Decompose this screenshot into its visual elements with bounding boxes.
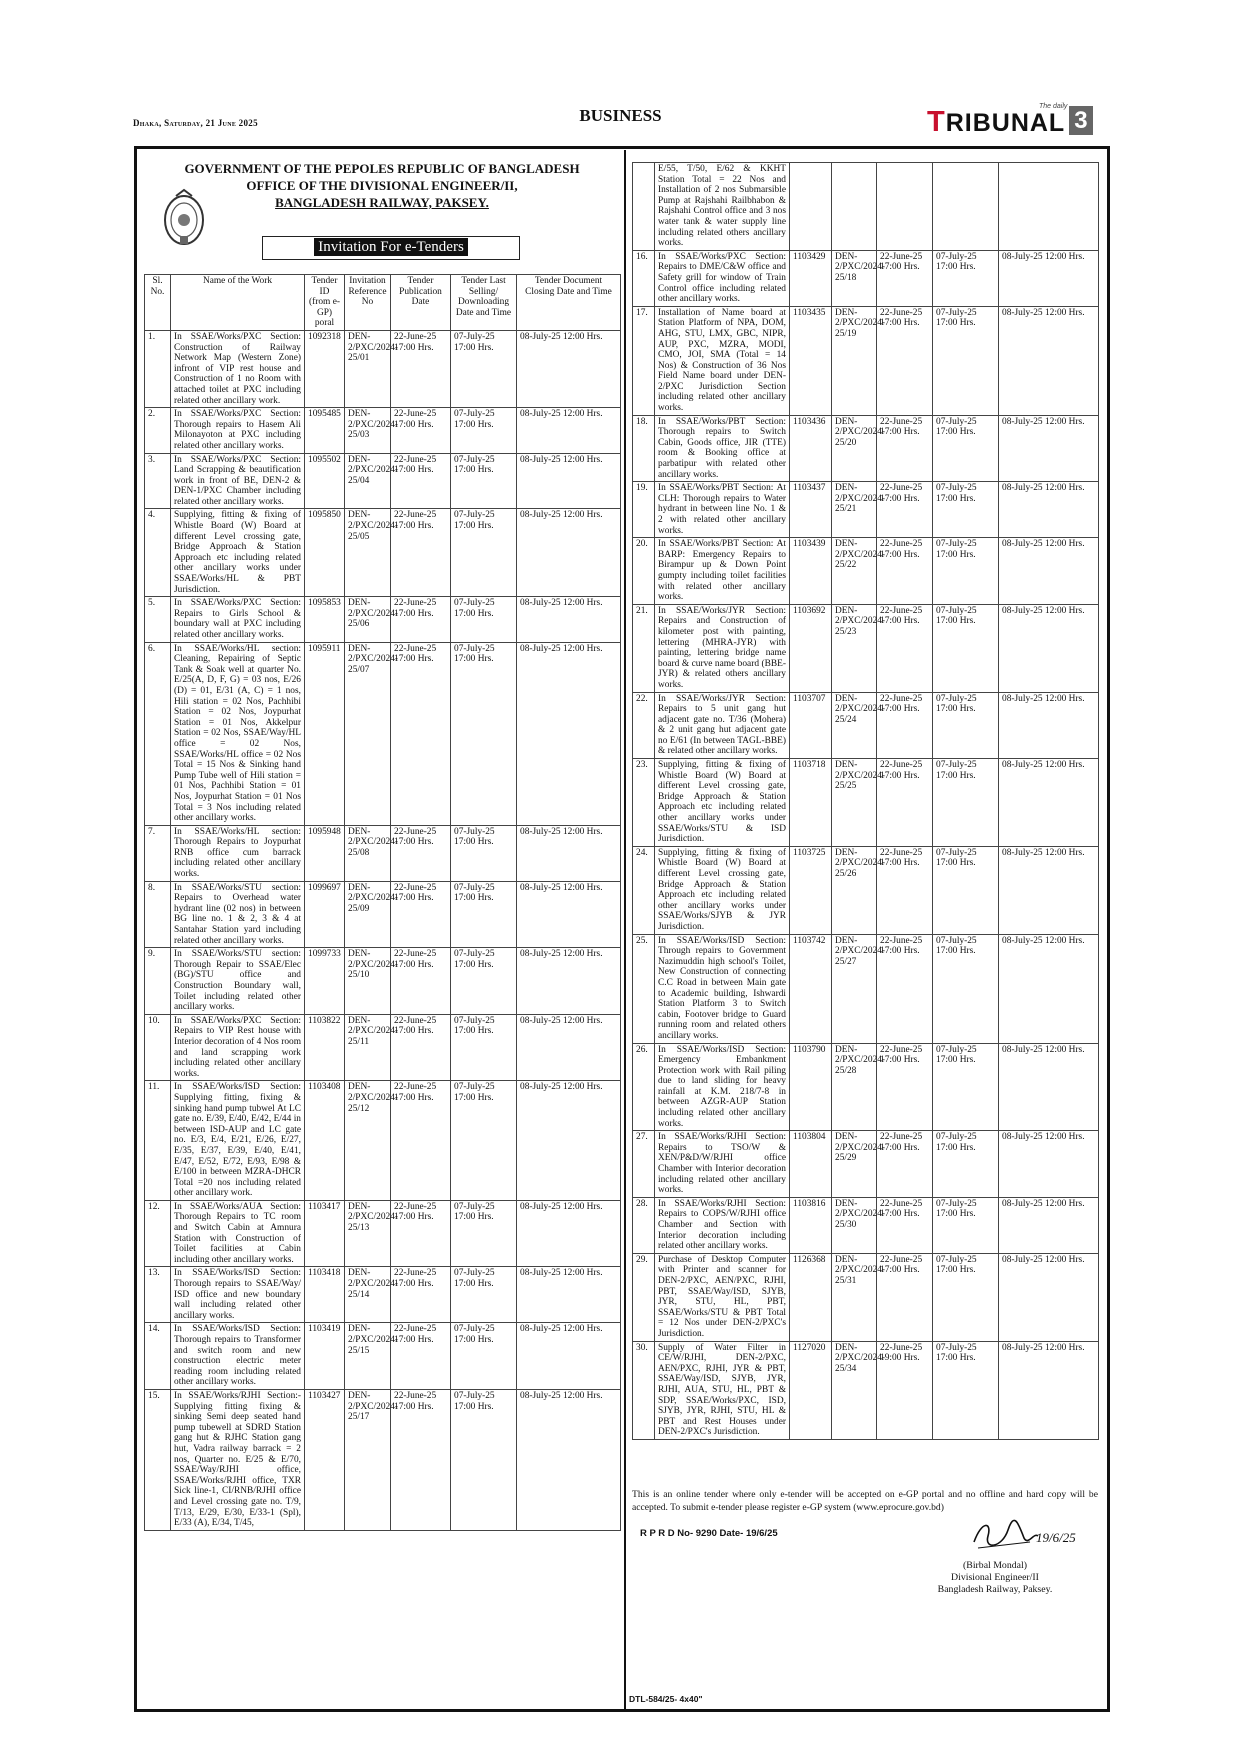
cell-ref: DEN-2/PXC/2024-25/29	[832, 1131, 877, 1198]
section-title: BUSINESS	[579, 106, 662, 125]
cell-sl: 22.	[633, 692, 655, 759]
cell-tender-id: 1103419	[305, 1323, 345, 1390]
cell-closing: 08-July-25 12:00 Hrs.	[999, 482, 1099, 538]
table-row	[633, 415, 1099, 482]
table-row	[145, 948, 621, 1015]
table-row	[633, 482, 1099, 538]
cell-name: Supplying, fitting & fixing of Whistle Board (W) Board at different Level crossing gate, Bridge Approach & Station Approach etc including related other ancillary works under SSAE/Works/HL & PBT Jurisdiction.	[171, 509, 305, 597]
table-row	[633, 250, 1099, 306]
cell-closing: 08-July-25 12:00 Hrs.	[999, 306, 1099, 415]
cell-closing: 08-July-25 12:00 Hrs.	[999, 538, 1099, 605]
cell-name: In SSAE/Works/PXC Section: Thorough repairs to Hasem Ali Milonayoton at PXC including related other ancillary works.	[171, 408, 305, 453]
cell-last: 07-July-25 17:00 Hrs.	[933, 306, 999, 415]
header-line1: GOVERNMENT OF THE PEPOLES REPUBLIC OF BANGLADESH	[184, 161, 580, 176]
cell-closing: 08-July-25 12:00 Hrs.	[517, 1200, 621, 1267]
cell-tender-id: 1103822	[305, 1014, 345, 1081]
cell-closing: 08-July-25 12:00 Hrs.	[517, 1014, 621, 1081]
cell-closing: 08-July-25 12:00 Hrs.	[999, 846, 1099, 934]
cell-closing: 08-July-25 12:00 Hrs.	[517, 881, 621, 948]
cell-tender-id: 1103790	[790, 1043, 832, 1131]
cell-ref: DEN-2/PXC/2024-25/19	[832, 306, 877, 415]
cell-ref: DEN-2/PXC/2024-25/30	[832, 1197, 877, 1253]
cell-pub: 22-June-25 17:00 Hrs.	[391, 597, 451, 642]
cell-tender-id: 1095502	[305, 453, 345, 509]
table-row	[633, 934, 1099, 1043]
cell-last: 07-July-25 17:00 Hrs.	[933, 934, 999, 1043]
cell-pub: 22-June-25 17:00 Hrs.	[391, 881, 451, 948]
cell-pub: 22-June-25 17:00 Hrs.	[391, 1081, 451, 1201]
col-tender-id: Tender ID (from e-GP) poral	[305, 275, 345, 331]
table-row	[145, 1389, 621, 1530]
cell-sl: 25.	[633, 934, 655, 1043]
cell-name: In SSAE/Works/HL section: Thorough Repairs to Joypurhat RNB office cum barrack including related other ancillary works.	[171, 825, 305, 881]
cell-sl: 6.	[145, 642, 171, 825]
cell-pub: 22-June-25 17:00 Hrs.	[877, 604, 933, 692]
cell-ref: DEN-2/PXC/2024-25/10	[345, 948, 391, 1015]
table-row	[633, 846, 1099, 934]
cell-tender-id: 1126368	[790, 1253, 832, 1341]
cell-sl: 18.	[633, 415, 655, 482]
table-row	[145, 825, 621, 881]
cell-closing: 08-July-25 12:00 Hrs.	[999, 1131, 1099, 1198]
cell-ref: DEN-2/PXC/2024-25/12	[345, 1081, 391, 1201]
cell-closing: 08-July-25 12:00 Hrs.	[517, 1323, 621, 1390]
cell-pub: 22-June-25 17:00 Hrs.	[391, 1014, 451, 1081]
cell-sl: 23.	[633, 759, 655, 847]
cell-sl: 9.	[145, 948, 171, 1015]
cell-pub: 22-June-25 17:00 Hrs.	[877, 250, 933, 306]
cell-sl: 8.	[145, 881, 171, 948]
table-row	[145, 330, 621, 407]
cell-last: 07-July-25 17:00 Hrs.	[451, 330, 517, 407]
cell-last: 07-July-25 17:00 Hrs.	[451, 509, 517, 597]
cell-tender-id: 1103742	[790, 934, 832, 1043]
cell-name: In SSAE/Works/AUA Section: Thorough Repairs to TC room and Switch Cabin at Amnura Station with Construction of Toilet facilities at Cabin including other ancillary works.	[171, 1200, 305, 1267]
cell-tender-id: 1103725	[790, 846, 832, 934]
cell-name: In SSAE/Works/STU section: Repairs to Overhead water hydrant line (02 nos) in between BG line no. 1 & 2, 3 & 4 at Santahar Station yard including related other ancillary works.	[171, 881, 305, 948]
cell-pub: 22-June-25 17:00 Hrs.	[877, 482, 933, 538]
cell-pub: 22-June-25 17:00 Hrs.	[877, 759, 933, 847]
header-line2: OFFICE OF THE DIVISIONAL ENGINEER/II,	[246, 178, 518, 193]
cell-tender-id: 1103427	[305, 1389, 345, 1530]
signatory-name: (Birbal Mondal)	[963, 1560, 1027, 1571]
tender-table-right	[632, 162, 1098, 1440]
cell-pub: 22-June-25 17:00 Hrs.	[877, 538, 933, 605]
table-row	[145, 1323, 621, 1390]
table-row	[145, 408, 621, 453]
cell-ref: DEN-2/PXC/2024-25/17	[345, 1389, 391, 1530]
cell-ref: DEN-2/PXC/2024-25/04	[345, 453, 391, 509]
cell-closing: 08-July-25 12:00 Hrs.	[999, 415, 1099, 482]
cell-ref: DEN-2/PXC/2024-25/09	[345, 881, 391, 948]
table-row	[633, 604, 1099, 692]
col-closing: Tender Document Closing Date and Time	[517, 275, 621, 331]
cell-name: In SSAE/Works/PXC Section: Repairs to DME/C&W office and Safety grill for window of Train Control office including related other ancillary works.	[655, 250, 790, 306]
cell-name: In SSAE/Works/RJHI Section:- Supplying fitting fixing & sinking Semi deep seated hand pump tubewell at SDRD Station gang hut & RJHC Station gang hut, Vadra railway barrack = 2 nos, Quarter no. E/25 & E/70, SSAE/Way/RJHI office, SSAE/Works/RJHI office, TXR Sick line-1, CI/RNB/RJHI office and Level crossing gate no. T/9, T/13, E/29, E/30, E/33-1 (Spl), E/33 (A), E/34, T/45,	[171, 1389, 305, 1530]
cell-pub: 22-June-25 17:00 Hrs.	[391, 408, 451, 453]
cell-tender-id: 1103718	[790, 759, 832, 847]
cell-last: 07-July-25 17:00 Hrs.	[451, 597, 517, 642]
cell-pub: 22-June-25 17:00 Hrs.	[877, 1253, 933, 1341]
cell-closing: 08-July-25 12:00 Hrs.	[517, 1267, 621, 1323]
cell-last: 07-July-25 17:00 Hrs.	[933, 1197, 999, 1253]
cell-ref: DEN-2/PXC/2024-25/27	[832, 934, 877, 1043]
cell-ref: DEN-2/PXC/2024-25/26	[832, 846, 877, 934]
cell-sl: 29.	[633, 1253, 655, 1341]
cell-pub: 22-June-25 17:00 Hrs.	[391, 642, 451, 825]
cell-pub: 22-June-25 17:00 Hrs.	[391, 330, 451, 407]
cell-ref: DEN-2/PXC/2024-25/24	[832, 692, 877, 759]
tender-table-left	[144, 274, 620, 1531]
cell-last: 07-July-25 17:00 Hrs.	[451, 408, 517, 453]
cell-ref: DEN-2/PXC/2024-25/21	[832, 482, 877, 538]
cont-name: E/55, T/50, E/62 & KKHT Station Total = 22 Nos and Installation of 2 nos Submarsible Pump at Rajshahi Railbhabon & Rajshahi Control office and 3 nos water tank & water supply line including related others ancillary works.	[655, 163, 790, 251]
cell-last: 07-July-25 17:00 Hrs.	[933, 1253, 999, 1341]
table-row	[633, 692, 1099, 759]
cell-sl: 16.	[633, 250, 655, 306]
cell-sl: 13.	[145, 1267, 171, 1323]
cell-name: In SSAE/Works/PBT Section: At CLH: Thorough repairs to Water hydrant in between line No. 1 & 2 with related other ancillary works.	[655, 482, 790, 538]
cell-sl: 30.	[633, 1341, 655, 1439]
col-sl: Sl. No.	[145, 275, 171, 331]
cell-sl: 24.	[633, 846, 655, 934]
table-row	[633, 1197, 1099, 1253]
cell-sl: 15.	[145, 1389, 171, 1530]
table-row	[145, 1267, 621, 1323]
logo-the: The daily	[1039, 103, 1068, 110]
cell-name: Supply of Water Filter in CE/W/RJHI, DEN-2/PXC, AEN/PXC, RJHI, JYR & PBT, SSAE/Way/ISD, SJYB, JYR, RJHI, AUA, STU, HL, PBT & SDP, SSAE/Works/PXC, ISD, SJYB, JYR, RJHI, STU, HL & PBT and Rest Houses under DEN-2/PXC's Jurisdiction.	[655, 1341, 790, 1439]
cell-last: 07-July-25 17:00 Hrs.	[451, 948, 517, 1015]
cell-name: In SSAE/Works/JYR Section: Repairs to 5 unit gang hut adjacent gate no. T/36 (Mohera) & 2 unit gang hut adjacent gate no E/61 (In between TAGL-BBE) & related other ancillary works.	[655, 692, 790, 759]
cell-pub: 22-June-25 17:00 Hrs.	[391, 948, 451, 1015]
cell-tender-id: 1103418	[305, 1267, 345, 1323]
cell-pub: 22-June-25 17:00 Hrs.	[877, 846, 933, 934]
cell-sl: 4.	[145, 509, 171, 597]
cell-closing: 08-July-25 12:00 Hrs.	[999, 604, 1099, 692]
cell-last: 07-July-25 17:00 Hrs.	[451, 1389, 517, 1530]
cell-closing: 08-July-25 12:00 Hrs.	[999, 934, 1099, 1043]
table-row	[633, 1341, 1099, 1439]
signatory-block	[900, 1560, 1090, 1596]
cell-closing: 08-July-25 12:00 Hrs.	[517, 509, 621, 597]
cell-closing: 08-July-25 12:00 Hrs.	[517, 948, 621, 1015]
cell-last: 07-July-25 17:00 Hrs.	[451, 825, 517, 881]
cell-pub: 22-June-25 17:00 Hrs.	[391, 1200, 451, 1267]
cell-name: Supplying, fitting & fixing of Whistle Board (W) Board at different Level crossing gate, Bridge Approach & Station Approach etc including related other ancillary works under SSAE/Works/SJYB & JYR Jurisdiction.	[655, 846, 790, 934]
cell-pub: 22-June-25 17:00 Hrs.	[391, 509, 451, 597]
cell-last: 07-July-25 17:00 Hrs.	[933, 759, 999, 847]
cell-ref: DEN-2/PXC/2024-25/34	[832, 1341, 877, 1439]
table-row	[145, 509, 621, 597]
cell-ref: DEN-2/PXC/2024-25/28	[832, 1043, 877, 1131]
cell-tender-id: 1127020	[790, 1341, 832, 1439]
cell-sl: 2.	[145, 408, 171, 453]
cell-closing: 08-July-25 12:00 Hrs.	[999, 1253, 1099, 1341]
table-row	[145, 597, 621, 642]
cell-tender-id: 1095850	[305, 509, 345, 597]
cell-pub: 22-June-25 17:00 Hrs.	[877, 415, 933, 482]
cell-last: 07-July-25 17:00 Hrs.	[933, 1043, 999, 1131]
cell-name: Purchase of Desktop Computer with Printer and scanner for DEN-2/PXC, AEN/PXC, RJHI, PBT, SSAE/Way/ISD, SJYB, JYR, STU, HL, PBT, SSAE/Works/STU & PBT Total = 12 Nos under DEN-2/PXC's Jurisdiction.	[655, 1253, 790, 1341]
cell-sl: 28.	[633, 1197, 655, 1253]
cell-last: 07-July-25 17:00 Hrs.	[451, 1014, 517, 1081]
cell-sl: 26.	[633, 1043, 655, 1131]
cell-closing: 08-July-25 12:00 Hrs.	[517, 330, 621, 407]
cell-name: In SSAE/Works/ISD Section: Through repairs to Government Nazimuddin high school's Toilet, New Construction of connecting C.C Road in between Main gate to Academic building, Ishwardi Station Platform 3 to Switch cabin, Footover bridge to Guard running room and related others ancillary works.	[655, 934, 790, 1043]
cell-closing: 08-July-25 12:00 Hrs.	[517, 825, 621, 881]
cell-tender-id: 1103692	[790, 604, 832, 692]
table-row	[145, 881, 621, 948]
cell-ref: DEN-2/PXC/2024-25/11	[345, 1014, 391, 1081]
notice-header	[144, 160, 620, 211]
table-row	[633, 163, 1099, 251]
table-row	[633, 1253, 1099, 1341]
cell-pub: 22-June-25 17:00 Hrs.	[877, 934, 933, 1043]
cell-ref: DEN-2/PXC/2024-25/22	[832, 538, 877, 605]
cell-name: In SSAE/Works/RJHI Section: Repairs to TSO/W & XEN/P&D/W/RJHI office Chamber with Interior decoration including related other ancillary works.	[655, 1131, 790, 1198]
cell-closing: 08-July-25 12:00 Hrs.	[517, 597, 621, 642]
cell-sl: 1.	[145, 330, 171, 407]
cell-tender-id: 1103437	[790, 482, 832, 538]
cell-ref: DEN-2/PXC/2024-25/18	[832, 250, 877, 306]
cell-closing: 08-July-25 12:00 Hrs.	[517, 453, 621, 509]
table-row	[145, 1200, 621, 1267]
cell-sl: 7.	[145, 825, 171, 881]
cell-closing: 08-July-25 12:00 Hrs.	[999, 1341, 1099, 1439]
cell-tender-id: 1099733	[305, 948, 345, 1015]
cell-tender-id: 1103417	[305, 1200, 345, 1267]
table-row	[633, 759, 1099, 847]
cell-name: In SSAE/Works/ISD Section: Thorough repairs to SSAE/Way/ ISD office and new boundary wall including related other ancillary works.	[171, 1267, 305, 1323]
cell-ref: DEN-2/PXC/2024-25/05	[345, 509, 391, 597]
col-ref: Invitation Reference No	[345, 275, 391, 331]
cell-closing: 08-July-25 12:00 Hrs.	[999, 692, 1099, 759]
cell-last: 07-July-25 17:00 Hrs.	[933, 482, 999, 538]
cell-ref: DEN-2/PXC/2024-25/23	[832, 604, 877, 692]
cell-pub: 22-June-25 17:00 Hrs.	[391, 825, 451, 881]
cell-name: In SSAE/Works/PXC Section: Land Scrapping & beautification work in front of BE, DEN-2 & DEN-1/PXC Chamber including related other ancillary works.	[171, 453, 305, 509]
cell-sl: 19.	[633, 482, 655, 538]
cell-last: 07-July-25 17:00 Hrs.	[933, 1131, 999, 1198]
cell-tender-id: 1099697	[305, 881, 345, 948]
cell-sl: 14.	[145, 1323, 171, 1390]
cell-last: 07-July-25 17:00 Hrs.	[933, 604, 999, 692]
cell-closing: 08-July-25 12:00 Hrs.	[999, 1197, 1099, 1253]
cell-pub: 22-June-25 17:00 Hrs.	[391, 1267, 451, 1323]
rprd-number: R P R D No- 9290 Date- 19/6/25	[640, 1528, 778, 1539]
cell-name: In SSAE/Works/ISD Section: Supplying fitting, fixing & sinking hand pump tubwel At LC gate no. E/39, E/40, E/42, E/44 in between ISD-AUP and LC gate no. E/3, E/4, E/21, E/26, E/27, E/35, E/37, E/39, E/40, E/41, E/47, E/52, E/72, E/93, E/98 & E/100 in between MZRA-DHCR Total =20 nos including related other ancillary work.	[171, 1081, 305, 1201]
header-line3: BANGLADESH RAILWAY, PAKSEY.	[275, 195, 489, 210]
cell-ref: DEN-2/PXC/2024-25/07	[345, 642, 391, 825]
cell-last: 07-July-25 17:00 Hrs.	[933, 1341, 999, 1439]
cell-last: 07-July-25 17:00 Hrs.	[933, 846, 999, 934]
cell-last: 07-July-25 17:00 Hrs.	[451, 1323, 517, 1390]
invitation-title: Invitation For e-Tenders	[314, 238, 468, 256]
cell-tender-id: 1103439	[790, 538, 832, 605]
cell-ref: DEN-2/PXC/2024-25/31	[832, 1253, 877, 1341]
logo-word: TRIBUNAL	[927, 106, 1066, 138]
cell-sl: 21.	[633, 604, 655, 692]
cell-ref: DEN-2/PXC/2024-25/25	[832, 759, 877, 847]
cell-ref: DEN-2/PXC/2024-25/13	[345, 1200, 391, 1267]
cell-last: 07-July-25 17:00 Hrs.	[933, 538, 999, 605]
cell-sl: 17.	[633, 306, 655, 415]
cell-pub: 22-June-25 17:00 Hrs.	[877, 1197, 933, 1253]
table-row	[145, 453, 621, 509]
signature-date: 19/6/25	[1036, 1530, 1076, 1545]
cell-last: 07-July-25 17:00 Hrs.	[933, 415, 999, 482]
table-row	[633, 538, 1099, 605]
cell-tender-id: 1103435	[790, 306, 832, 415]
newspaper-logo	[927, 103, 1093, 139]
cell-ref: DEN-2/PXC/2024-25/06	[345, 597, 391, 642]
cell-name: In SSAE/Works/PBT Section: Thorough repairs to Switch Cabin, Goods office, JIR (TTE) room & Booking office at parbatipur with related other ancillary works.	[655, 415, 790, 482]
table-row	[633, 1043, 1099, 1131]
signatory-title: Divisional Engineer/II	[951, 1572, 1039, 1583]
cell-pub: 22-June-25 17:00 Hrs.	[877, 692, 933, 759]
cell-sl: 10.	[145, 1014, 171, 1081]
table-row	[145, 642, 621, 825]
cell-pub: 22-June-25 17:00 Hrs.	[877, 1131, 933, 1198]
dtl-code: DTL-584/25- 4x40"	[629, 1694, 703, 1704]
cell-ref: DEN-2/PXC/2024-25/14	[345, 1267, 391, 1323]
cell-name: Supplying, fitting & fixing of Whistle Board (W) Board at different Level crossing gate, Bridge Approach & Station Approach etc including related other ancillary works under SSAE/Works/STU & ISD Jurisdiction.	[655, 759, 790, 847]
cell-closing: 08-July-25 12:00 Hrs.	[999, 1043, 1099, 1131]
table-row	[145, 1081, 621, 1201]
cell-tender-id: 1103804	[790, 1131, 832, 1198]
cell-last: 07-July-25 17:00 Hrs.	[451, 1200, 517, 1267]
cell-last: 07-July-25 17:00 Hrs.	[933, 250, 999, 306]
table-row	[145, 1014, 621, 1081]
page-number: 3	[1069, 106, 1092, 135]
col-last: Tender Last Selling/ Downloading Date and Time	[451, 275, 517, 331]
cell-tender-id: 1095853	[305, 597, 345, 642]
cell-closing: 08-July-25 12:00 Hrs.	[517, 1081, 621, 1201]
cell-name: In SSAE/Works/PXC Section: Repairs to Girls School & boundary wall at PXC including related other ancillary works.	[171, 597, 305, 642]
cell-name: In SSAE/Works/ISD Section: Emergency Embankment Protection work with Rail piling due to land sliding for heavy rainfall at K.M. 218/7-8 in between AZGR-AUP Station including related other ancillary works.	[655, 1043, 790, 1131]
cell-sl: 12.	[145, 1200, 171, 1267]
cell-last: 07-July-25 17:00 Hrs.	[451, 881, 517, 948]
invitation-banner	[262, 236, 520, 260]
cell-tender-id: 1095485	[305, 408, 345, 453]
cell-pub: 22-June-25 17:00 Hrs.	[391, 1323, 451, 1390]
cell-tender-id: 1103436	[790, 415, 832, 482]
cell-tender-id: 1103707	[790, 692, 832, 759]
cell-name: In SSAE/Works/STU section: Thorough Repair to SSAE/Elec (BG)/STU office and Construction Boundary wall, Toilet including related other ancillary works.	[171, 948, 305, 1015]
cell-tender-id: 1103408	[305, 1081, 345, 1201]
cell-ref: DEN-2/PXC/2024-25/20	[832, 415, 877, 482]
cell-pub: 22-June-25 17:00 Hrs.	[391, 453, 451, 509]
cell-tender-id: 1103816	[790, 1197, 832, 1253]
column-divider	[624, 150, 626, 1712]
cell-closing: 08-July-25 12:00 Hrs.	[999, 250, 1099, 306]
cell-tender-id: 1103429	[790, 250, 832, 306]
cell-sl: 27.	[633, 1131, 655, 1198]
cell-last: 07-July-25 17:00 Hrs.	[933, 692, 999, 759]
cell-sl: 3.	[145, 453, 171, 509]
table-header-row	[145, 275, 621, 331]
cell-last: 07-July-25 17:00 Hrs.	[451, 453, 517, 509]
cell-ref: DEN-2/PXC/2024-25/08	[345, 825, 391, 881]
cell-name: In SSAE/Works/PXC Section: Repairs to VIP Rest house with Interior decoration of 4 Nos room and land scrapping work including related other ancillary works.	[171, 1014, 305, 1081]
cell-ref: DEN-2/PXC/2024-25/03	[345, 408, 391, 453]
cell-name: In SSAE/Works/JYR Section: Repairs and Construction of kilometer post with painting, lettering (MHRA-JYR) with painting, lettering bridge name board & curve name board (BBE-JYR) & related others ancillary works.	[655, 604, 790, 692]
cell-tender-id: 1092318	[305, 330, 345, 407]
online-tender-notice: This is an online tender where only e-tender will be accepted on e-GP portal and no offline and hard copy will be accepted. To submit e-tender please register e-GP system (www.eprocure.gov.bd)	[632, 1489, 1098, 1513]
cell-pub: 22-June-25 17:00 Hrs.	[391, 1389, 451, 1530]
table-row	[633, 306, 1099, 415]
cell-last: 07-July-25 17:00 Hrs.	[451, 1081, 517, 1201]
cell-name: In SSAE/Works/PBT Section: At BARP: Emergency Repairs to Birampur up & Down Point gumpty including toilet facilities with related other ancillary works.	[655, 538, 790, 605]
signatory-org: Bangladesh Railway, Paksey.	[937, 1584, 1053, 1595]
cell-ref: DEN-2/PXC/2024-25/01	[345, 330, 391, 407]
cell-closing: 08-July-25 12:00 Hrs.	[517, 1389, 621, 1530]
cell-pub: 22-June-25 17:00 Hrs.	[877, 1043, 933, 1131]
cell-last: 07-July-25 17:00 Hrs.	[451, 1267, 517, 1323]
cell-pub: 22-June-25 17:00 Hrs.	[877, 306, 933, 415]
cell-last: 07-July-25 17:00 Hrs.	[451, 642, 517, 825]
cell-ref: DEN-2/PXC/2024-25/15	[345, 1323, 391, 1390]
cell-closing: 08-July-25 12:00 Hrs.	[517, 642, 621, 825]
cell-name: Installation of Name board at Station Platform of NPA, DOM, AHG, STU, LMX, GBC, NIPR, AUP, PXC, MZRA, MODI, CMO, JOI, SMA (Total = 14 Nos) & Construction of 36 Nos Field Name board under DEN-2/PXC Jurisdiction Section including related other ancillary works.	[655, 306, 790, 415]
cell-name: In SSAE/Works/PXC Section: Construction of Railway Network Map (Western Zone) infront of VIP rest house and Construction of 1 no Room with attached toilet at PXC including related other ancillary work.	[171, 330, 305, 407]
cell-sl: 20.	[633, 538, 655, 605]
col-name: Name of the Work	[171, 275, 305, 331]
masthead	[0, 0, 1241, 140]
cell-sl: 5.	[145, 597, 171, 642]
cell-sl: 11.	[145, 1081, 171, 1201]
cell-pub: 22-June-25 19:00 Hrs.	[877, 1341, 933, 1439]
cell-tender-id: 1095948	[305, 825, 345, 881]
cell-name: In SSAE/Works/RJHI Section: Repairs to COPS/W/RJHI office Chamber and Section with Interior decoration including related other ancillary works.	[655, 1197, 790, 1253]
cell-closing: 08-July-25 12:00 Hrs.	[517, 408, 621, 453]
col-pub: Tender Publication Date	[391, 275, 451, 331]
table-row	[633, 1131, 1099, 1198]
cell-closing: 08-July-25 12:00 Hrs.	[999, 759, 1099, 847]
cell-tender-id: 1095911	[305, 642, 345, 825]
cell-name: In SSAE/Works/ISD Section: Thorough repairs to Transformer and switch room and new construction electric meter reading room including related other ancillary works.	[171, 1323, 305, 1390]
cell-name: In SSAE/Works/HL section: Cleaning, Repairing of Septic Tank & Soak well at quarter No. E/25(A, D, F, G) = 03 nos, E/26 (D) = 01, E/31 (A, C) = 1 nos, Hili station = 02 Nos, Pachhibi Station = 02 Nos, Joypurhat Station = 01 Nos, Akkelpur Station = 02 Nos, SSAE/Way/HL office = 02 Nos, SSAE/Works/HL office = 02 Nos Total = 15 Nos & Sinking hand Pump Tube well of Hili station = 01 Nos, Pachhibi Station = 01 Nos, Joypurhat Station = 01 Nos Total = 3 Nos including related other ancillary works.	[171, 642, 305, 825]
dateline: Dhaka, Saturday, 21 June 2025	[133, 118, 258, 128]
